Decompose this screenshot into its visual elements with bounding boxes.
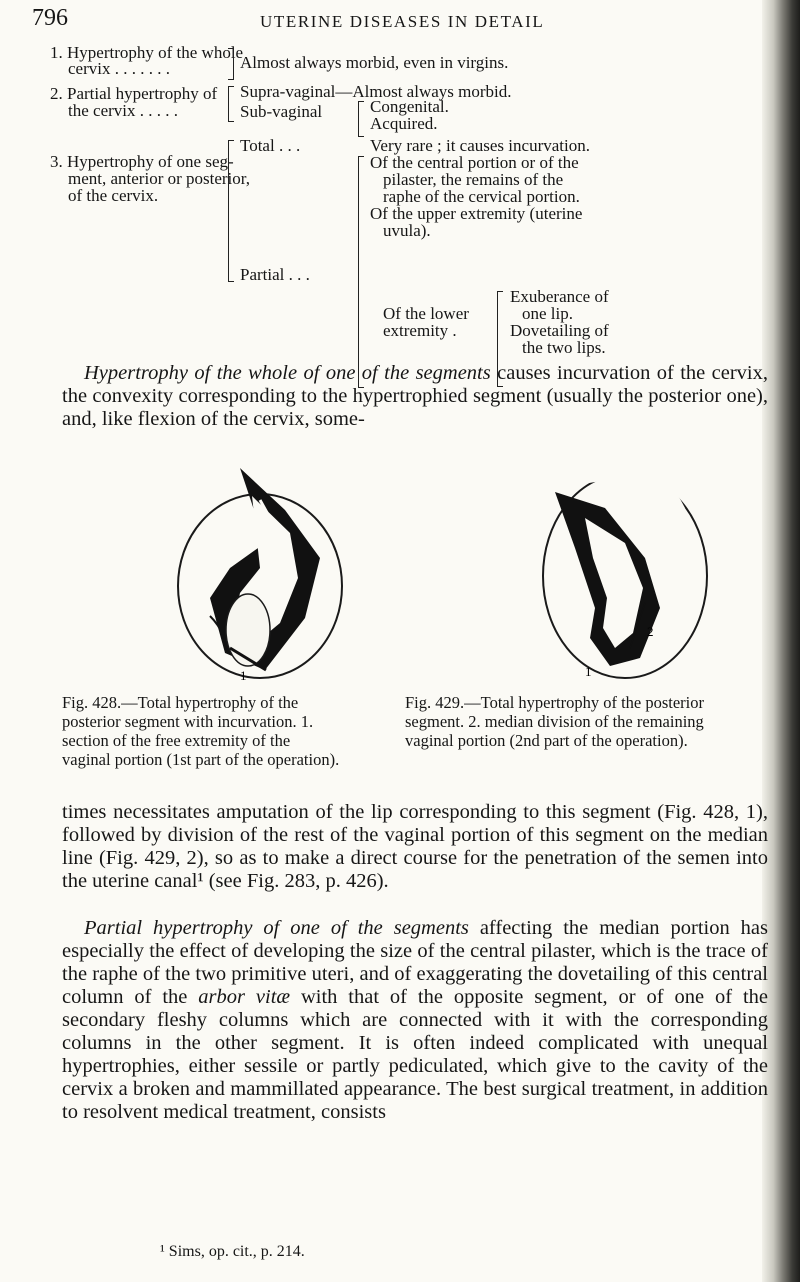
- para1-italic: Hypertrophy of the whole of one of the segments: [84, 362, 491, 384]
- fig-429-label-1: 1: [585, 664, 592, 679]
- page-number: 796: [32, 5, 68, 31]
- upper-1: Of the upper extremity (uterine: [370, 204, 583, 223]
- row3-label-1: 3. Hypertrophy of one seg-: [50, 152, 234, 171]
- running-head: UTERINE DISEASES IN DETAIL: [260, 12, 545, 31]
- para1-text: causes incurvation of the cervix, the convexity corresponding to the hypertrophied segment (usually the posterior one), and, like flexion of the cervix, some-: [62, 362, 768, 430]
- row1-label-2: cervix . . . . . . .: [68, 59, 170, 78]
- central-1: Of the central portion or of the: [370, 153, 579, 172]
- footnote: ¹ Sims, op. cit., p. 214.: [160, 1243, 305, 1260]
- para3-italic-arbor: arbor vitæ: [198, 986, 291, 1008]
- row2-brace: [228, 86, 234, 122]
- row3-label-3: of the cervix.: [68, 186, 159, 205]
- central-2: pilaster, the remains of the: [383, 170, 564, 189]
- row2-congenital: Congenital.: [370, 97, 449, 116]
- exuberance-1: Exuberance of: [510, 287, 609, 306]
- lower-1: Of the lower: [383, 304, 469, 323]
- dovetailing-2: the two lips.: [522, 338, 606, 357]
- paragraph-partial: [62, 917, 768, 1124]
- fig-428-illustration: [170, 448, 350, 688]
- paragraph-incurvation: [62, 362, 768, 431]
- row2-label-2: the cervix . . . . .: [68, 101, 178, 120]
- fig-429-label-2: 2: [647, 624, 654, 639]
- exuberance-2: one lip.: [522, 304, 573, 323]
- row1-brace: [228, 48, 234, 80]
- fig-428-caption: Fig. 428.—Total hypertrophy of the posterior segment with incurvation. 1. section of the free extremity of the vaginal portion (1st part of the operation).: [62, 693, 340, 769]
- para2-text: times necessitates amputation of the lip corresponding to this segment (Fig. 428, 1), followed by division of the rest of the vaginal portion of this segment on the median line (Fig. 429, 2), so as to make a direct course for the penetration of the semen into the uterine canal¹ (see Fig. 283, p. 426).: [62, 801, 768, 892]
- para3-text-a: affecting the median portion has especially the effect of developing the size of the central pilaster, which is the trace of the raphe of the two primitive uteri, and of exaggerating the dovetailing of this central column of the: [62, 917, 768, 1008]
- row3-partial-brace: [358, 156, 364, 388]
- row2-sub-brace: [358, 101, 364, 137]
- row3-label-2: ment, anterior or posterior,: [68, 169, 251, 188]
- row3-brace: [228, 140, 234, 282]
- lower-2: extremity .: [383, 321, 457, 340]
- row1-label-1: 1. Hypertrophy of the whole: [50, 43, 244, 62]
- row1-value: Almost always morbid, even in virgins.: [240, 53, 509, 72]
- row3-total: Total . . .: [240, 136, 301, 155]
- row2-label-1: 2. Partial hypertrophy of: [50, 84, 218, 103]
- fig-428-label-1: 1: [240, 668, 247, 683]
- dovetailing-1: Dovetailing of: [510, 321, 609, 340]
- row3-total-desc: Very rare ; it causes incurvation.: [370, 136, 590, 155]
- central-3: raphe of the cervical portion.: [383, 187, 580, 206]
- row2-sub: Sub-vaginal: [240, 102, 323, 121]
- fig-429-illustration: [535, 448, 715, 688]
- row3-partial: Partial . . .: [240, 265, 310, 284]
- para3-text-b: with that of the opposite segment, or of one of the secondary fleshy columns which are connected with it with the corresponding columns in the other segment. It is often indeed complicated with unequal hypertrophies, either sessile or partly pediculated, which give to the cavity of the cervix a broken and mammillated appearance. The best surgical treatment, in addition to resolvent medical treatment, consists: [62, 986, 768, 1123]
- row2-supra: Supra-vaginal—Almost always morbid.: [240, 82, 512, 101]
- fig-429-caption: Fig. 429.—Total hypertrophy of the posterior segment. 2. median division of the remaining vaginal portion (2nd part of the operation).: [405, 693, 705, 750]
- upper-2: uvula).: [383, 221, 431, 240]
- paragraph-amputation: [62, 801, 768, 893]
- row2-acquired: Acquired.: [370, 114, 438, 133]
- para3-italic: Partial hypertrophy of one of the segments: [84, 917, 469, 939]
